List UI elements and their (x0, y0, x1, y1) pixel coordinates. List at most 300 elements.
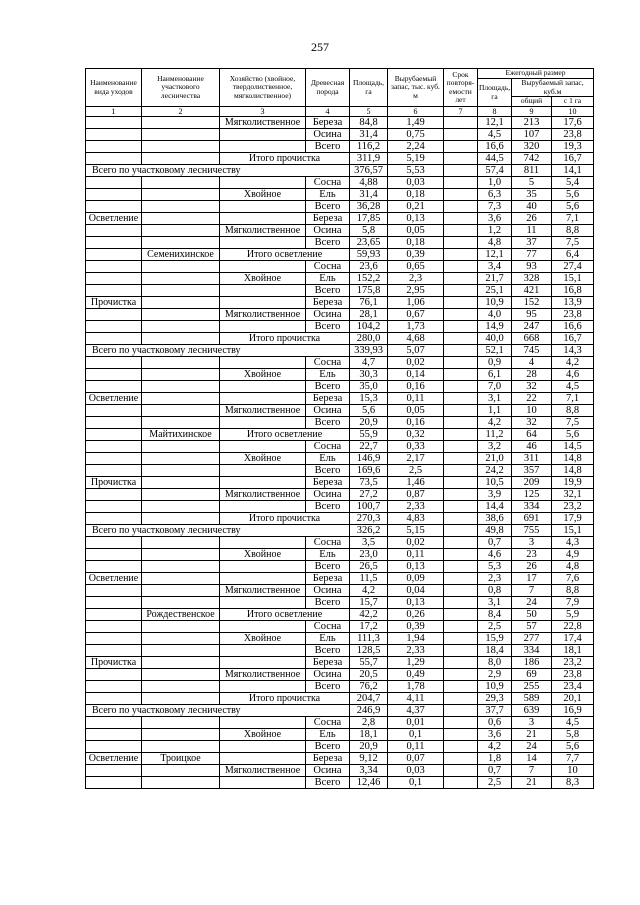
column-number: 2 (142, 107, 220, 117)
cell-annual-stock-per-ha: 7,9 (552, 597, 594, 609)
cell-annual-stock-per-ha: 5,6 (552, 429, 594, 441)
cell-care-type: Осветление (86, 213, 142, 225)
cell-district (142, 645, 220, 657)
cell-period (444, 597, 478, 609)
cell-economy (220, 477, 306, 489)
subtotal-row (86, 609, 594, 621)
column-number: 8 (478, 107, 512, 117)
header-district: Наименование участкового лесничества (142, 69, 220, 107)
page-number: 257 (311, 40, 329, 54)
cell-stock: 0,01 (388, 717, 444, 729)
cell-care-type (86, 273, 142, 285)
table-row (86, 717, 594, 729)
cell-economy: Хвойное (220, 633, 306, 645)
cell-annual-stock-total: 691 (512, 513, 552, 525)
cell-period (444, 141, 478, 153)
cell-area: 59,93 (350, 249, 388, 261)
cell-annual-stock-total: 93 (512, 261, 552, 273)
cell-stock: 0,11 (388, 741, 444, 753)
cell-annual-stock-total: 277 (512, 633, 552, 645)
cell-period (444, 189, 478, 201)
cell-economy (220, 357, 306, 369)
cell-annual-area: 37,7 (478, 705, 512, 717)
cell-annual-area: 24,2 (478, 465, 512, 477)
cell-stock: 0,13 (388, 561, 444, 573)
cell-area: 104,2 (350, 321, 388, 333)
table-row (86, 129, 594, 141)
cell-annual-stock-total: 589 (512, 693, 552, 705)
cell-period (444, 513, 478, 525)
cell-district (142, 513, 220, 525)
cell-period (444, 285, 478, 297)
cell-annual-area: 7,0 (478, 381, 512, 393)
cell-area: 36,28 (350, 201, 388, 213)
column-numbers-row (86, 107, 594, 117)
cell-period (444, 633, 478, 645)
table-row (86, 141, 594, 153)
cell-district (142, 585, 220, 597)
cell-annual-stock-per-ha: 4,2 (552, 357, 594, 369)
cell-area: 55,7 (350, 657, 388, 669)
cell-economy (220, 597, 306, 609)
cell-annual-stock-total: 32 (512, 381, 552, 393)
cell-care-type: Осветление (86, 393, 142, 405)
cell-area: 15,3 (350, 393, 388, 405)
cell-species: Всего (306, 597, 350, 609)
subtotal-row (86, 333, 594, 345)
cell-annual-area: 44,5 (478, 153, 512, 165)
cell-species: Сосна (306, 261, 350, 273)
cell-area: 27,2 (350, 489, 388, 501)
cell-species: Осина (306, 309, 350, 321)
cell-annual-area: 5,3 (478, 561, 512, 573)
table-row (86, 573, 594, 585)
cell-period (444, 321, 478, 333)
cell-species: Всего (306, 237, 350, 249)
table-row (86, 633, 594, 645)
column-number: 6 (388, 107, 444, 117)
cell-annual-stock-total: 811 (512, 165, 552, 177)
cell-species: Всего (306, 777, 350, 789)
cell-annual-area: 18,4 (478, 645, 512, 657)
cell-care-type (86, 777, 142, 789)
cell-annual-stock-total: 4 (512, 357, 552, 369)
cell-period (444, 297, 478, 309)
cell-annual-area: 2,5 (478, 621, 512, 633)
cell-economy (220, 621, 306, 633)
cell-area: 20,9 (350, 417, 388, 429)
cell-annual-area: 57,4 (478, 165, 512, 177)
cell-period (444, 453, 478, 465)
cell-district (142, 321, 220, 333)
cell-care-type (86, 129, 142, 141)
cell-annual-stock-total: 35 (512, 189, 552, 201)
cell-annual-area: 2,9 (478, 669, 512, 681)
cell-area: 4,7 (350, 357, 388, 369)
cell-care-type (86, 285, 142, 297)
cell-period (444, 405, 478, 417)
table-header (86, 69, 594, 117)
cell-stock: 1,49 (388, 117, 444, 129)
cell-annual-stock-total: 742 (512, 153, 552, 165)
cell-annual-stock-per-ha: 23,2 (552, 501, 594, 513)
cell-species: Ель (306, 549, 350, 561)
cell-period (444, 249, 478, 261)
header-economy: Хозяйство (хвойное, твердолиственное, мягколиственное) (220, 69, 306, 107)
cell-annual-area: 29,3 (478, 693, 512, 705)
cell-annual-stock-per-ha: 8,3 (552, 777, 594, 789)
column-number: 10 (552, 107, 594, 117)
cell-stock: 0,87 (388, 489, 444, 501)
cell-district (142, 405, 220, 417)
cell-annual-stock-total: 26 (512, 213, 552, 225)
table-row (86, 381, 594, 393)
cell-species: Всего (306, 645, 350, 657)
cell-annual-stock-per-ha: 16,9 (552, 705, 594, 717)
cell-area: 31,4 (350, 129, 388, 141)
cell-area: 4,88 (350, 177, 388, 189)
cell-economy (220, 177, 306, 189)
cell-period (444, 501, 478, 513)
cell-district (142, 141, 220, 153)
cell-annual-stock-total: 421 (512, 285, 552, 297)
cell-district (142, 681, 220, 693)
cell-annual-area: 1,8 (478, 753, 512, 765)
cell-annual-stock-total: 152 (512, 297, 552, 309)
column-number: 9 (512, 107, 552, 117)
cell-care-type: Прочистка (86, 477, 142, 489)
cell-annual-stock-per-ha: 5,4 (552, 177, 594, 189)
cell-species: Всего (306, 285, 350, 297)
cell-period (444, 201, 478, 213)
cell-area: 100,7 (350, 501, 388, 513)
cell-annual-area: 3,2 (478, 441, 512, 453)
cell-care-type (86, 237, 142, 249)
table-row (86, 261, 594, 273)
cell-area: 9,12 (350, 753, 388, 765)
cell-care-type (86, 225, 142, 237)
table-row (86, 309, 594, 321)
cell-stock: 2,95 (388, 285, 444, 297)
cell-annual-area: 4,5 (478, 129, 512, 141)
cell-stock: 2,33 (388, 645, 444, 657)
cell-annual-stock-per-ha: 8,8 (552, 585, 594, 597)
cell-stock: 5,15 (388, 525, 444, 537)
cell-area: 376,57 (350, 165, 388, 177)
cell-care-type (86, 645, 142, 657)
cell-annual-stock-total: 334 (512, 645, 552, 657)
cell-annual-area: 14,4 (478, 501, 512, 513)
cell-economy (220, 681, 306, 693)
cell-care-type (86, 417, 142, 429)
cell-annual-stock-total: 3 (512, 717, 552, 729)
subtotal-row (86, 429, 594, 441)
cell-species: Сосна (306, 177, 350, 189)
cell-annual-stock-per-ha: 4,5 (552, 717, 594, 729)
cell-stock: 0,14 (388, 369, 444, 381)
cell-annual-stock-total: 32 (512, 417, 552, 429)
cell-stock: 5,53 (388, 165, 444, 177)
cell-annual-stock-total: 22 (512, 393, 552, 405)
cell-area: 4,2 (350, 585, 388, 597)
cell-stock: 1,29 (388, 657, 444, 669)
cell-stock: 1,94 (388, 633, 444, 645)
column-number: 1 (86, 107, 142, 117)
cell-stock: 0,33 (388, 441, 444, 453)
cell-area: 339,93 (350, 345, 388, 357)
cell-care-type (86, 597, 142, 609)
cell-annual-stock-per-ha: 4,9 (552, 549, 594, 561)
cell-species: Ель (306, 453, 350, 465)
cell-annual-stock-per-ha: 23,2 (552, 657, 594, 669)
cell-care-type: Всего по участковому лесничеству (86, 345, 350, 357)
cell-economy: Хвойное (220, 273, 306, 285)
cell-economy (220, 537, 306, 549)
cell-annual-stock-per-ha: 17,9 (552, 513, 594, 525)
cell-annual-stock-per-ha: 16,8 (552, 285, 594, 297)
cell-period (444, 681, 478, 693)
cell-annual-stock-total: 40 (512, 201, 552, 213)
cell-care-type (86, 201, 142, 213)
cell-annual-stock-total: 69 (512, 669, 552, 681)
cell-economy: Хвойное (220, 729, 306, 741)
cell-stock: 0,13 (388, 213, 444, 225)
cell-area: 175,8 (350, 285, 388, 297)
cell-area: 11,5 (350, 573, 388, 585)
cell-district (142, 765, 220, 777)
cell-area: 23,65 (350, 237, 388, 249)
cell-species: Всего (306, 321, 350, 333)
table-row (86, 393, 594, 405)
cell-stock: 0,02 (388, 357, 444, 369)
table-row (86, 645, 594, 657)
cell-district: Рождественское (142, 609, 220, 621)
table-row (86, 237, 594, 249)
cell-care-type: Прочистка (86, 297, 142, 309)
cell-care-type (86, 429, 142, 441)
cell-species: Ель (306, 273, 350, 285)
cell-annual-stock-total: 5 (512, 177, 552, 189)
cell-care-type (86, 189, 142, 201)
cell-annual-stock-total: 247 (512, 321, 552, 333)
cell-period (444, 477, 478, 489)
cell-annual-stock-per-ha: 7,6 (552, 573, 594, 585)
cell-economy (220, 417, 306, 429)
cell-annual-stock-total: 24 (512, 597, 552, 609)
cell-species: Всего (306, 381, 350, 393)
cell-district (142, 177, 220, 189)
cell-economy (220, 573, 306, 585)
cell-area: 17,2 (350, 621, 388, 633)
cell-annual-stock-per-ha: 27,4 (552, 261, 594, 273)
cell-annual-stock-total: 745 (512, 345, 552, 357)
cell-economy: Итого прочистка (220, 153, 350, 165)
header-annual: Ежегодный размер (478, 69, 594, 79)
cell-care-type: Осветление (86, 573, 142, 585)
cell-period (444, 717, 478, 729)
cell-district (142, 537, 220, 549)
cell-stock: 4,11 (388, 693, 444, 705)
table-row (86, 189, 594, 201)
cell-stock: 0,26 (388, 609, 444, 621)
header-stock: Вырубаемый запас, тыс. куб. м (388, 69, 444, 107)
column-number: 4 (306, 107, 350, 117)
cell-annual-stock-total: 7 (512, 765, 552, 777)
cell-annual-area: 0,7 (478, 765, 512, 777)
cell-annual-area: 40,0 (478, 333, 512, 345)
cell-annual-stock-total: 37 (512, 237, 552, 249)
cell-economy (220, 381, 306, 393)
cell-annual-area: 0,6 (478, 717, 512, 729)
cell-annual-stock-per-ha: 17,4 (552, 633, 594, 645)
table-row (86, 357, 594, 369)
cell-annual-area: 1,2 (478, 225, 512, 237)
cell-stock: 4,68 (388, 333, 444, 345)
cell-district (142, 129, 220, 141)
cell-district (142, 465, 220, 477)
header-species: Древесная порода (306, 69, 350, 107)
cell-annual-stock-total: 328 (512, 273, 552, 285)
table-row (86, 117, 594, 129)
felling-table-wrapper (85, 68, 593, 789)
cell-area: 2,8 (350, 717, 388, 729)
table-row (86, 225, 594, 237)
cell-area: 55,9 (350, 429, 388, 441)
cell-annual-stock-per-ha: 14,1 (552, 165, 594, 177)
cell-annual-stock-per-ha: 23,8 (552, 309, 594, 321)
cell-district (142, 357, 220, 369)
cell-economy (220, 465, 306, 477)
cell-area: 31,4 (350, 189, 388, 201)
cell-annual-stock-per-ha: 13,9 (552, 297, 594, 309)
table-row (86, 489, 594, 501)
cell-annual-stock-per-ha: 7,5 (552, 237, 594, 249)
cell-district (142, 477, 220, 489)
cell-care-type (86, 453, 142, 465)
cell-stock: 0,02 (388, 537, 444, 549)
cell-care-type (86, 513, 142, 525)
header-area: Площадь, га (350, 69, 388, 107)
district-total-row (86, 525, 594, 537)
cell-stock: 0,04 (388, 585, 444, 597)
district-total-row (86, 705, 594, 717)
cell-stock: 0,07 (388, 753, 444, 765)
cell-annual-stock-per-ha: 4,3 (552, 537, 594, 549)
cell-period (444, 705, 478, 717)
cell-area: 204,7 (350, 693, 388, 705)
cell-period (444, 333, 478, 345)
table-row (86, 585, 594, 597)
cell-annual-area: 21,7 (478, 273, 512, 285)
cell-annual-stock-total: 255 (512, 681, 552, 693)
table-row (86, 729, 594, 741)
cell-district (142, 309, 220, 321)
cell-care-type (86, 501, 142, 513)
cell-care-type (86, 405, 142, 417)
cell-period (444, 729, 478, 741)
cell-stock: 0,21 (388, 201, 444, 213)
table-row (86, 213, 594, 225)
cell-stock: 2,3 (388, 273, 444, 285)
cell-area: 28,1 (350, 309, 388, 321)
header-period: Срок повторя-емости лет (444, 69, 478, 107)
cell-stock: 0,75 (388, 129, 444, 141)
cell-stock: 0,32 (388, 429, 444, 441)
cell-period (444, 621, 478, 633)
cell-economy: Мягколиственное (220, 765, 306, 777)
table-row (86, 177, 594, 189)
cell-area: 42,2 (350, 609, 388, 621)
cell-stock: 2,17 (388, 453, 444, 465)
cell-stock: 0,05 (388, 405, 444, 417)
cell-species: Осина (306, 489, 350, 501)
cell-period (444, 441, 478, 453)
cell-district (142, 201, 220, 213)
cell-annual-stock-per-ha: 6,4 (552, 249, 594, 261)
cell-annual-area: 4,2 (478, 741, 512, 753)
cell-stock: 0,09 (388, 573, 444, 585)
table-row (86, 417, 594, 429)
cell-stock: 0,1 (388, 777, 444, 789)
cell-care-type (86, 489, 142, 501)
table-row (86, 297, 594, 309)
cell-economy: Мягколиственное (220, 669, 306, 681)
cell-annual-stock-total: 10 (512, 405, 552, 417)
cell-care-type (86, 321, 142, 333)
cell-area: 35,0 (350, 381, 388, 393)
cell-district (142, 501, 220, 513)
cell-annual-area: 2,3 (478, 573, 512, 585)
table-row (86, 501, 594, 513)
cell-care-type (86, 249, 142, 261)
cell-period (444, 657, 478, 669)
cell-care-type (86, 117, 142, 129)
cell-species: Всего (306, 501, 350, 513)
cell-annual-stock-per-ha: 5,6 (552, 189, 594, 201)
cell-annual-stock-per-ha: 14,8 (552, 453, 594, 465)
header-annual-per-ha: с 1 га (552, 97, 594, 107)
felling-table (85, 68, 594, 789)
cell-area: 12,46 (350, 777, 388, 789)
cell-annual-stock-per-ha: 7,1 (552, 393, 594, 405)
cell-period (444, 213, 478, 225)
cell-care-type (86, 621, 142, 633)
cell-care-type (86, 633, 142, 645)
cell-period (444, 669, 478, 681)
cell-economy (220, 129, 306, 141)
header-annual-area: Площадь, га (478, 79, 512, 107)
cell-area: 17,85 (350, 213, 388, 225)
cell-annual-area: 6,1 (478, 369, 512, 381)
cell-district: Майтихинское (142, 429, 220, 441)
cell-care-type: Всего по участковому лесничеству (86, 705, 350, 717)
cell-economy (220, 441, 306, 453)
cell-period (444, 429, 478, 441)
cell-period (444, 765, 478, 777)
table-body (86, 117, 594, 789)
cell-area: 73,5 (350, 477, 388, 489)
cell-annual-area: 10,9 (478, 681, 512, 693)
cell-annual-stock-total: 357 (512, 465, 552, 477)
cell-annual-stock-total: 213 (512, 117, 552, 129)
cell-annual-area: 8,4 (478, 609, 512, 621)
cell-area: 20,5 (350, 669, 388, 681)
cell-area: 311,9 (350, 153, 388, 165)
cell-species: Ель (306, 369, 350, 381)
cell-economy (220, 645, 306, 657)
cell-annual-area: 49,8 (478, 525, 512, 537)
cell-stock: 1,46 (388, 477, 444, 489)
